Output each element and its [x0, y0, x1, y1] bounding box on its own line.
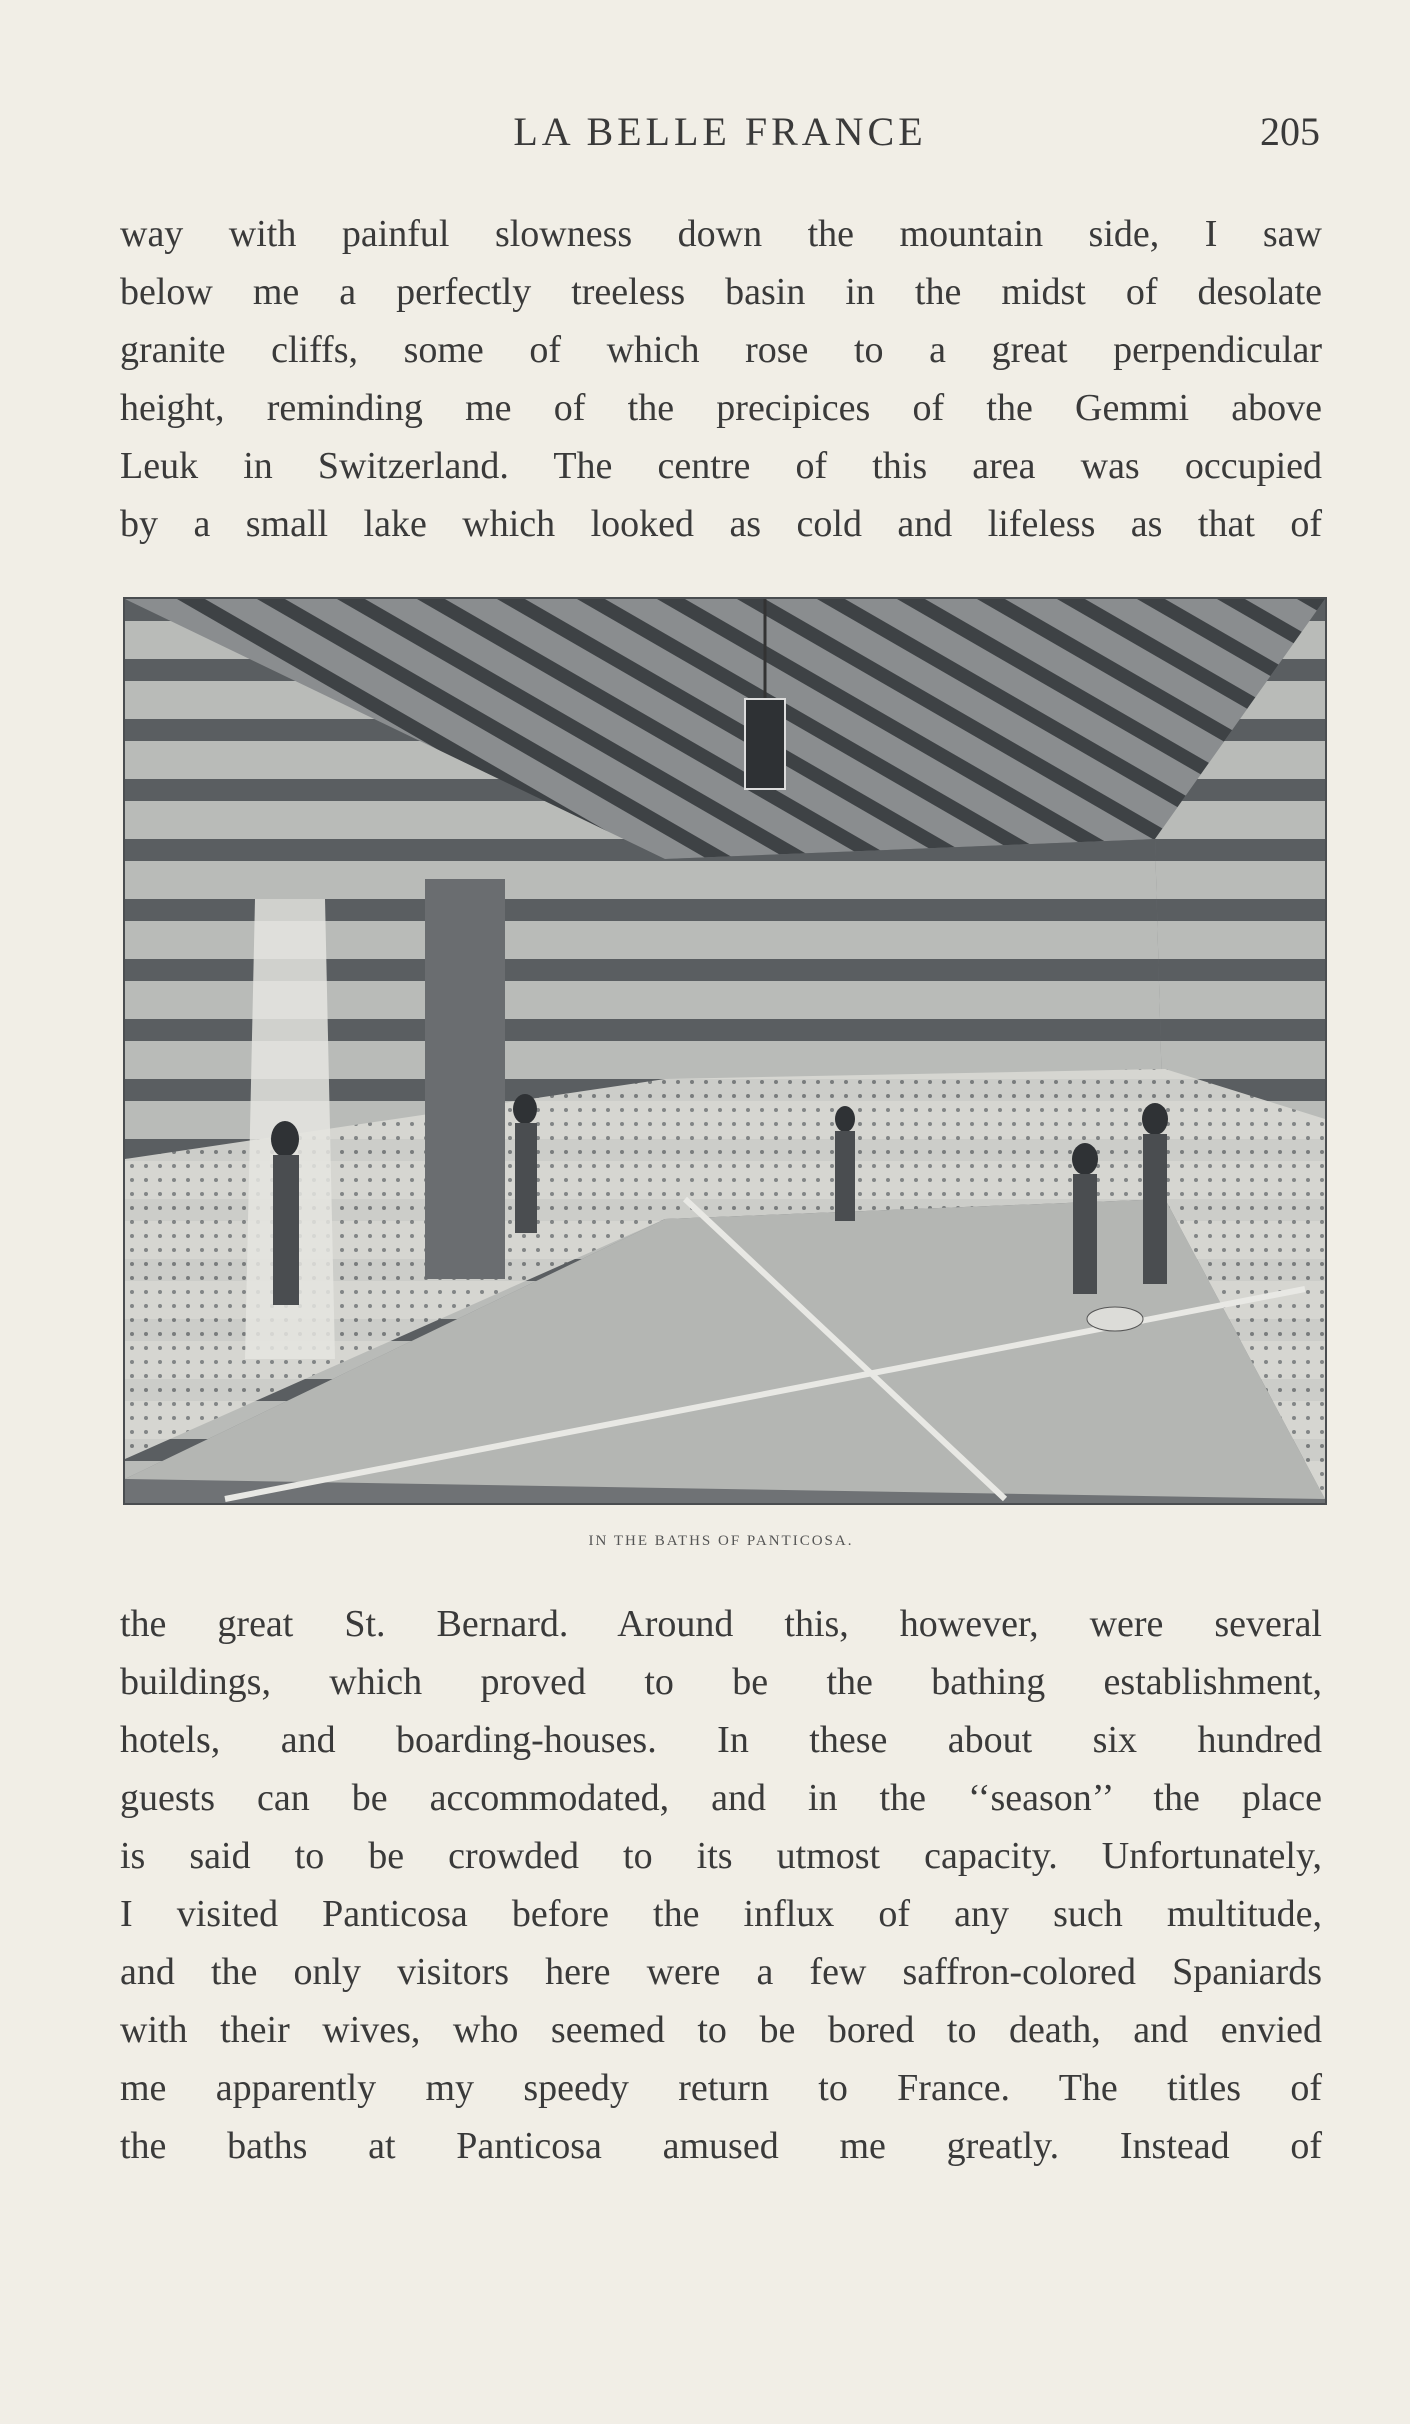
bather-figure	[1142, 1103, 1168, 1135]
paragraph-1	[120, 205, 1322, 553]
bather-figure	[273, 1155, 299, 1305]
text-line: with their wives, who seemed to be bored to death, and envied	[120, 2009, 1322, 2051]
text-line: Leuk in Switzerland. The centre of this area was occupied	[120, 445, 1322, 487]
bather-figure	[1073, 1174, 1097, 1294]
running-head	[120, 108, 1320, 168]
bather-figure	[1143, 1134, 1167, 1284]
text-line: guests can be accommodated, and in the ‘‘season’’ the place	[120, 1777, 1322, 1819]
text-line: the baths at Panticosa amused me greatly. Instead of	[120, 2125, 1322, 2167]
text-line: is said to be crowded to its utmost capacity. Unfortunately,	[120, 1835, 1322, 1877]
bather-figure	[835, 1131, 855, 1221]
paragraph-2	[120, 1595, 1322, 2175]
curtain	[425, 879, 505, 1279]
illustration-drawing	[125, 599, 1325, 1503]
text-line: the great St. Bernard. Around this, however, were several	[120, 1603, 1322, 1645]
bather-figure	[513, 1094, 537, 1124]
hanging-lantern	[745, 699, 785, 789]
text-line: below me a perfectly treeless basin in the midst of desolate	[120, 271, 1322, 313]
text-line: way with painful slowness down the mountain side, I saw	[120, 213, 1322, 255]
text-line: by a small lake which looked as cold and lifeless as that of	[120, 503, 1322, 545]
text-line: me apparently my speedy return to France. The titles of	[120, 2067, 1322, 2109]
text-line: granite cliffs, some of which rose to a great perpendicular	[120, 329, 1322, 371]
bather-figure	[271, 1121, 299, 1157]
page-number: 205	[1260, 109, 1320, 154]
text-line: hotels, and boarding-houses. In these about six hundred	[120, 1719, 1322, 1761]
running-title: LA BELLE FRANCE	[513, 109, 927, 154]
bather-figure	[835, 1106, 855, 1132]
text-line: and the only visitors here were a few saffron-colored Spaniards	[120, 1951, 1322, 1993]
text-line: height, reminding me of the precipices of the Gemmi above	[120, 387, 1322, 429]
bather-figure	[515, 1123, 537, 1233]
basin	[1087, 1307, 1143, 1331]
figure-caption: IN THE BATHS OF PANTICOSA.	[588, 1533, 854, 1549]
text-line: I visited Panticosa before the influx of any such multitude,	[120, 1893, 1322, 1935]
bather-figure	[1072, 1143, 1098, 1175]
text-line: buildings, which proved to be the bathing establishment,	[120, 1661, 1322, 1703]
bath-hall-illustration	[123, 597, 1327, 1505]
